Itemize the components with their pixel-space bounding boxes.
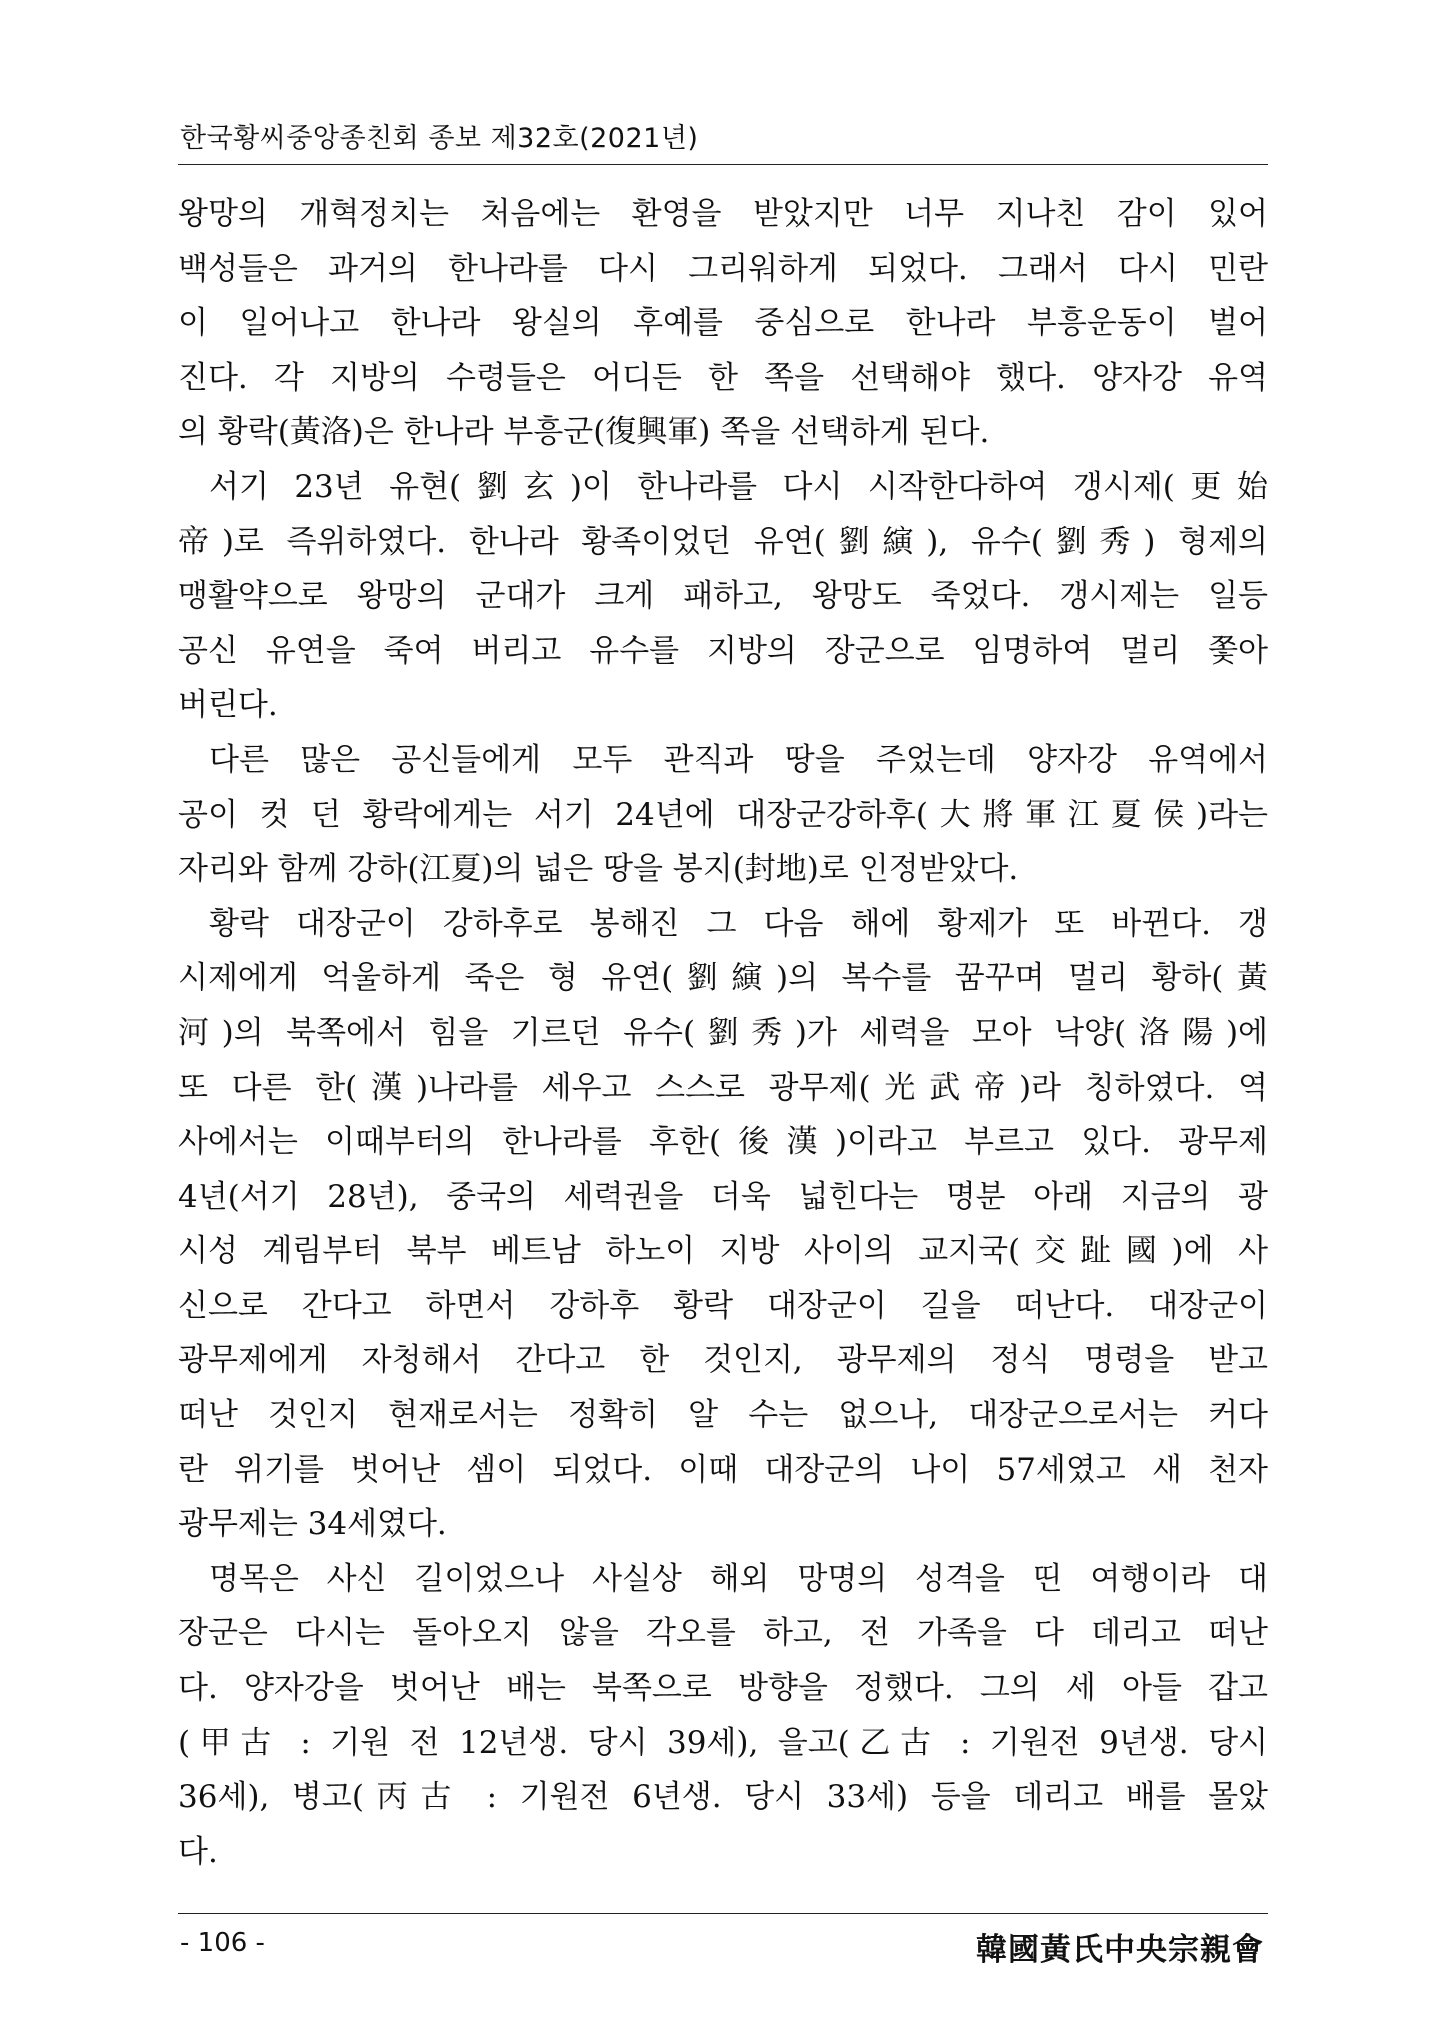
journal-title: 한국황씨중앙종친회 종보 제32호(2021년) (180, 123, 699, 154)
text-line: 광무제에게 자청해서 간다고 한 것인지, 광무제의 정식 명령을 받고 (178, 1342, 1268, 1379)
text-line: 36세), 병고(丙古 : 기원전 6년생. 당시 33세) 등을 데리고 배를 몰았 (178, 1779, 1268, 1816)
document-page (178, 0, 1268, 2026)
text-line: 시제에게 억울하게 죽은 형 유연(劉縯)의 복수를 꿈꾸며 멀리 황하(黃 (178, 960, 1268, 997)
page-number: - 106 - (180, 1928, 265, 1958)
text-line: 사에서는 이때부터의 한나라를 후한(後漢)이라고 부르고 있다. 광무제 (178, 1124, 1268, 1161)
page-footer (178, 1913, 1268, 1974)
organization-name: 韓國黃氏中央宗親會 (976, 1932, 1264, 1968)
text-line: 자리와 함께 강하(江夏)의 넓은 땅을 봉지(封地)로 인정받았다. (178, 851, 1019, 888)
text-line: 진다. 각 지방의 수령들은 어디든 한 쪽을 선택해야 했다. 양자강 유역 (178, 359, 1268, 396)
text-line: 떠난 것인지 현재로서는 정확히 알 수는 없으나, 대장군으로서는 커다 (178, 1397, 1268, 1434)
text-line: 河)의 북쪽에서 힘을 기르던 유수(劉秀)가 세력을 모아 낙양(洛陽)에 (178, 1014, 1268, 1051)
text-line: 왕망의 개혁정치는 처음에는 환영을 받았지만 너무 지나친 감이 있어 (178, 196, 1268, 232)
text-line: (甲古 : 기원 전 12년생. 당시 39세), 을고(乙古 : 기원전 9년생. 당시 (178, 1724, 1268, 1761)
text-line: 백성들은 과거의 한나라를 다시 그리워하게 되었다. 그래서 다시 민란 (178, 250, 1268, 287)
text-line: 황락 대장군이 강하후로 봉해진 그 다음 해에 황제가 또 바뀐다. 갱 (209, 905, 1268, 942)
text-line: 4년(서기 28년), 중국의 세력권을 더욱 넓힌다는 명분 아래 지금의 광 (178, 1178, 1268, 1215)
text-line: 광무제는 34세였다. (178, 1506, 447, 1543)
paragraph (178, 897, 1268, 1552)
text-line: 공신 유연을 죽여 버리고 유수를 지방의 장군으로 임명하여 멀리 쫓아 (178, 632, 1268, 669)
text-line: 다른 많은 공신들에게 모두 관직과 땅을 주었는데 양자강 유역에서 (209, 741, 1268, 778)
text-line: 의 황락(黃洛)은 한나라 부흥군(復興軍) 쪽을 선택하게 된다. (178, 414, 990, 451)
page-header (178, 112, 1268, 165)
text-line: 맹활약으로 왕망의 군대가 크게 패하고, 왕망도 죽었다. 갱시제는 일등 (178, 578, 1268, 615)
text-line: 다. (178, 1833, 218, 1870)
text-line: 버린다. (178, 687, 278, 724)
text-line: 다. 양자강을 벗어난 배는 북쪽으로 방향을 정했다. 그의 세 아들 갑고 (178, 1670, 1268, 1707)
text-line: 장군은 다시는 돌아오지 않을 각오를 하고, 전 가족을 다 데리고 떠난 (178, 1615, 1268, 1652)
paragraph (178, 187, 1268, 460)
paragraph (178, 733, 1268, 897)
text-line: 시성 계림부터 북부 베트남 하노이 지방 사이의 교지국(交趾國)에 사 (178, 1233, 1268, 1270)
paragraph (178, 460, 1268, 733)
paragraph (178, 1552, 1268, 1880)
text-line: 란 위기를 벗어난 셈이 되었다. 이때 대장군의 나이 57세였고 새 천자 (178, 1451, 1268, 1488)
text-line: 帝)로 즉위하였다. 한나라 황족이었던 유연(劉縯), 유수(劉秀) 형제의 (178, 523, 1268, 560)
text-line: 공이 컷 던 황락에게는 서기 24년에 대장군강하후(大將軍江夏侯)라는 (178, 796, 1268, 833)
text-line: 이 일어나고 한나라 왕실의 후예를 중심으로 한나라 부흥운동이 벌어 (178, 305, 1268, 342)
text-line: 명목은 사신 길이었으나 사실상 해외 망명의 성격을 띤 여행이라 대 (209, 1560, 1268, 1597)
text-line: 또 다른 한(漢)나라를 세우고 스스로 광무제(光武帝)라 칭하였다. 역 (178, 1069, 1268, 1106)
text-line: 신으로 간다고 하면서 강하후 황락 대장군이 길을 떠난다. 대장군이 (178, 1287, 1268, 1324)
article-body (178, 187, 1268, 1879)
text-line: 서기 23년 유현(劉玄)이 한나라를 다시 시작한다하여 갱시제(更始 (209, 468, 1268, 505)
